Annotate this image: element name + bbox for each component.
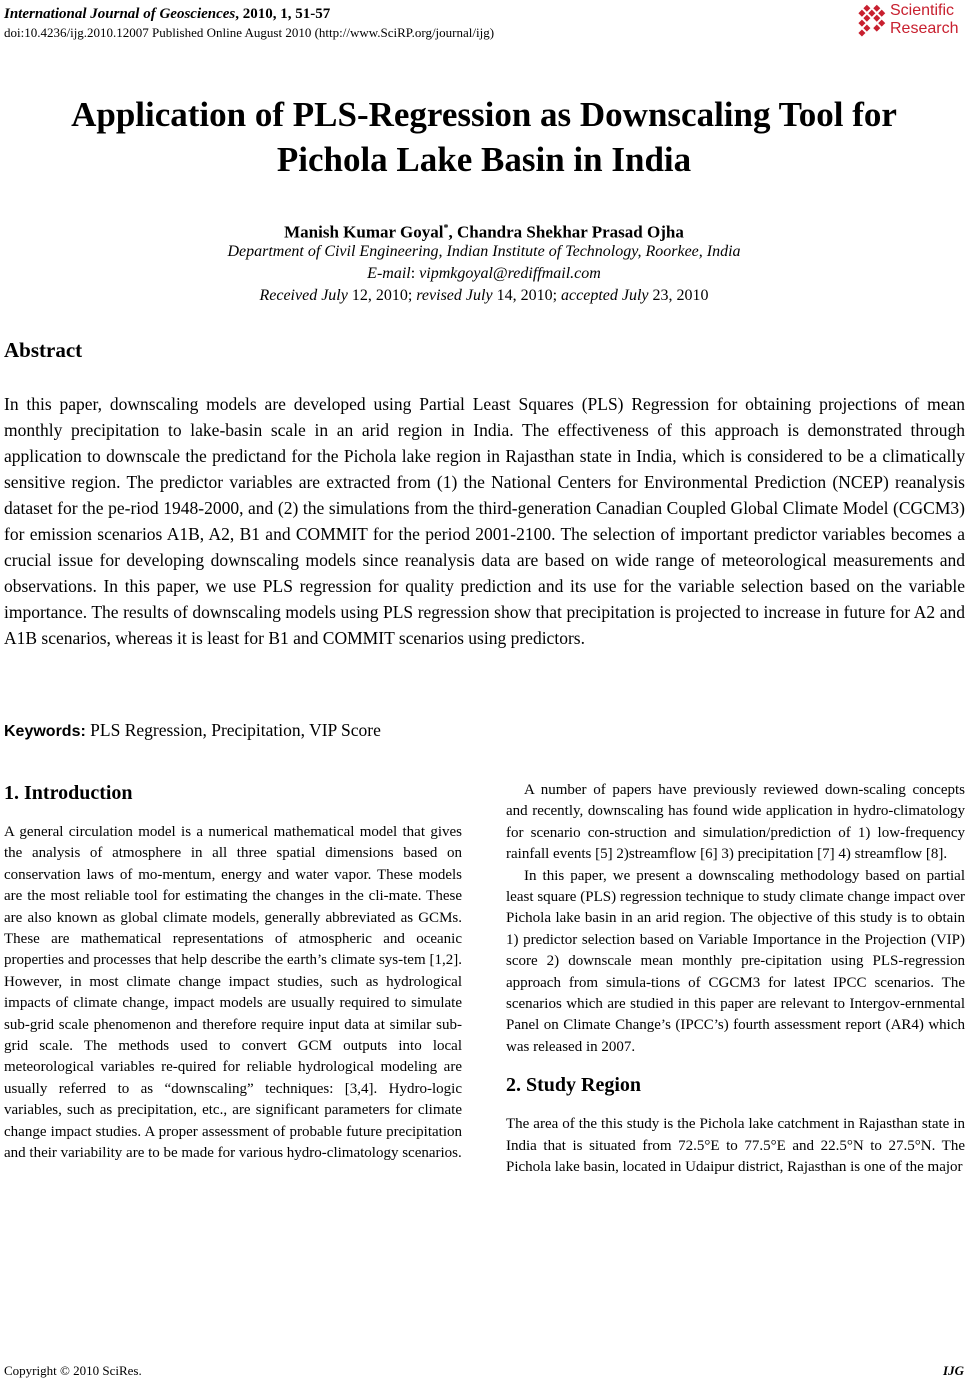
copyright-notice: Copyright © 2010 SciRes. — [4, 1363, 142, 1378]
title-line-2: Pichola Lake Basin in India — [276, 140, 692, 179]
title-line-1: Application of PLS-Regression as Downscaling Tool for — [71, 95, 897, 134]
journal-header — [4, 4, 824, 42]
email-address[interactable]: vipmkgoyal@rediffmail.com — [419, 265, 601, 282]
journal-volume-pages: , 2010, 1, 51-57 — [235, 6, 331, 22]
dates-line — [0, 285, 968, 307]
journal-abbreviation: IJG — [943, 1363, 964, 1378]
corresponding-author-mark: * — [443, 223, 449, 234]
logo-line-1: Scientific — [890, 2, 955, 19]
revised-date: 14, 2010; — [492, 287, 562, 304]
doi-line[interactable]: doi:10.4236/ijg.2010.12007 Published Online August 2010 (http://www.SciRP.org/journal/ijg) — [4, 25, 495, 40]
logo-line-2: Research — [890, 20, 959, 37]
publisher-logo-mark — [850, 2, 888, 40]
right-column — [506, 780, 965, 1179]
journal-citation — [4, 4, 824, 24]
section-2-paragraph-1: The area of the this study is the Pichola lake catchment in Rajasthan state in India that is situated from 72.5°E to 77.5°E and 22.5°N to 27.5°N. The Pichola lake basin, located in Udaipur district, Rajasthan is one of the major — [506, 1116, 965, 1176]
keywords-label: Keywords: — [4, 723, 86, 740]
affiliation-block — [0, 241, 968, 307]
section-2-heading: 2. Study Region — [506, 1074, 642, 1097]
journal-name: International Journal of Geosciences — [4, 6, 236, 22]
email-label: E-mail — [367, 265, 411, 282]
accepted-label: accepted July — [561, 287, 649, 304]
keywords-line — [4, 717, 904, 745]
revised-label: revised July — [416, 287, 493, 304]
section-1-paragraph-2: A number of papers have previously reviewed down-scaling concepts and recently, downscaling has found wide application in hydro-climatology for scenario con-struction and simulation/prediction of 1) low-frequency rainfall events [5] 2)streamflow [6] 3) precipitation [7] 4) streamflow [8]. — [506, 782, 965, 863]
email-separator: : — [410, 265, 420, 282]
publisher-logo — [850, 2, 966, 42]
abstract-text: In this paper, downscaling models are developed using Partial Least Squares (PLS) Regression for obtaining projections of mean monthly precipitation to lake-basin scale in an arid region in India. The effectiveness of this approach is demonstrated through application to downscale the predictand for the Pichola lake region in Rajasthan state in India, which is considered to be a climatically sensitive region. The predictor variables are extracted from (1) the National Centers for Environmental Prediction (NCEP) reanalysis dataset for the pe-riod 1948-2000, and (2) the simulations from the third-generation Canadian Coupled Global Climate Model (CGCM3) for emission scenarios A1B, A2, B1 and COMMIT for the period 2001-2100. The selection of important predictor variables becomes a crucial issue for developing downscaling models since reanalysis data are based on wide range of meteorological measurements and observations. In this paper, we use PLS regression for quality prediction and its use for the variable selection based on the variable importance. The results of downscaling models using PLS regression show that precipitation is projected to increase in future for A2 and A1B scenarios, whereas it is least for B1 and COMMIT scenarios using predictors. — [4, 394, 965, 648]
affiliation: Department of Civil Engineering, Indian Institute of Technology, Roorkee, India — [227, 243, 741, 260]
abstract-heading: Abstract — [4, 338, 83, 362]
email-line — [0, 263, 968, 285]
left-column — [4, 780, 462, 1165]
paper-title — [0, 92, 968, 182]
accepted-date: 23, 2010 — [648, 287, 709, 304]
received-label: Received July — [259, 287, 348, 304]
section-1-paragraph-3: In this paper, we present a downscaling methodology based on partial least square (PLS) regression technique to study climate change impact over Pichola lake basin in an arid region. The objective of this study is to obtain 1) predictor selection based on Variable Importance in the Projection (VIP) score 2) downscale mean monthly pre-cipitation using PLS-regression approach from simula-tions of CGCM3 for latest IPCC scenarios. The scenarios which are studied in this paper are relevant to Intergov-ernmental Panel on Climate Change’s (IPCC’s) fourth assessment report (AR4) which was released in 2007. — [506, 867, 965, 1055]
publisher-logo-text — [890, 2, 958, 38]
author-2: , Chandra Shekhar Prasad Ojha — [448, 222, 684, 242]
keywords-text: PLS Regression, Precipitation, VIP Score — [85, 720, 381, 740]
author-1: Manish Kumar Goyal — [284, 222, 444, 242]
section-1-paragraph-1: A general circulation model is a numerical mathematical model that gives the analysis of atmosphere in all three spatial dimensions based on conservation laws of mo-mentum, energy and water vapor. These models are the most reliable tool for estimating the changes in the cli-mate. These are also known as global climate models, generally abbreviated as GCMs. These are mathematical representations of atmospheric and oceanic properties and processes that help describe the earth’s climate sys-tem [1,2]. However, in most climate change impact studies, such as hydrological impacts of climate change, impact models are usually required to simulate sub-grid scale phenomenon and therefore require input data at similar sub-grid scale. The methods used to convert GCM outputs into local meteorological variables re-quired for reliable hydrological modeling are usually referred to as “downscaling” techniques: [3,4]. Hydro-logic variables, such as precipitation, etc., are significant parameters for climate change impact studies. A proper assessment of probable future precipitation and their variability are to be made for various hydro-climatology scenarios. — [4, 824, 462, 1162]
received-date: 12, 2010; — [347, 287, 417, 304]
section-1-heading: 1. Introduction — [4, 782, 133, 804]
